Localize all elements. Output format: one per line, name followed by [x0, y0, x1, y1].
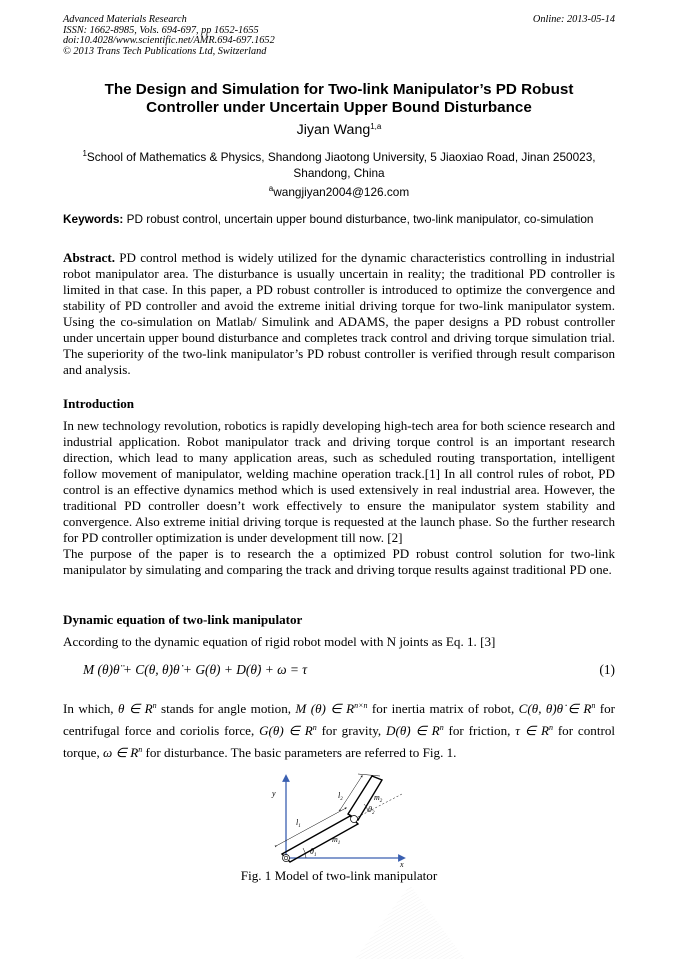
explanation-text: for centrifugal force and coriolis force,	[63, 701, 616, 738]
explanation-text: stands for angle motion,	[156, 701, 296, 716]
explanation-text: for control torque,	[63, 723, 616, 760]
y-axis-label: y	[272, 789, 276, 798]
affiliation-line-2: Shandong, China	[293, 166, 385, 180]
x-axis-label: x	[400, 860, 404, 868]
introduction-paragraph-2: The purpose of the paper is to research the a optimized PD robust control solution for two-link manipulator by simulating and comparing the track and driving torque results against traditional PD one.	[63, 546, 615, 577]
manipulator-diagram	[262, 772, 422, 868]
author	[63, 121, 615, 139]
equation-body: M (θ)θ̈ + C(θ, θ̇)θ̇ + G(θ) + D(θ̇) + ω = τ	[83, 662, 308, 677]
author-superscript: 1,a	[370, 122, 382, 131]
issn-line: ISSN: 1662-8985, Vols. 694-697, pp 1652-1655	[63, 24, 259, 36]
explanation-text: for gravity,	[316, 723, 387, 738]
link-1	[282, 816, 358, 862]
doi-line: doi:10.4028/www.scientific.net/AMR.694-697.1652	[63, 35, 275, 47]
keywords-label: Keywords:	[63, 212, 124, 226]
paper-title	[63, 81, 615, 117]
keywords-text: PD robust control, uncertain upper bound disturbance, two-link manipulator, co-simulation	[126, 212, 594, 226]
journal-name: Advanced Materials Research	[63, 14, 187, 25]
theta2-label: $\theta_2$	[368, 805, 375, 816]
abstract-text: PD control method is widely utilized for the dynamic characteristics controlling in industrial robot manipulator area. The disturbance is usually uncertain in reality; the traditional PD controller is limited in that case. In this paper, a PD robust controller is introduced to optimize the convergence and stability of PD controller and avoid the extreme initial driving torque for two-link manipulator system. Using the co-simulation on Matlab/ Simulink and ADAMS, the paper designs a PD robust controller under uncertain upper bound disturbance and completes track control and driving torque simulation trial. The superiority of the two-link manipulator’s PD robust controller is verified through result comparison and analysis.	[63, 250, 615, 377]
math-friction: D(θ̇) ∈ $R^n$	[386, 723, 444, 738]
introduction-paragraph-1: In new technology revolution, robotics is rapidly developing high-tech area for both science research and industrial application. Robot manipulator track and driving torque control is an important research direction, which lead to many application areas, such as scheduled routing transportation, intelligent follow movement of manipulator, welding machine operation track.[1] In all control rules of robot, PD control is an effective dynamics method which is used extensively in real industrial area. However, the traditional PD controller doesn’t work effectively to ensure the manipulator system stability and convergence. Also extreme initial driving torque is requested at the launch phase. So the further research for PD controller optimization is under development till now. [2]	[63, 418, 615, 545]
m2-label: $m_2$	[374, 793, 383, 804]
dynamic-equation-heading: Dynamic equation of two-link manipulator	[63, 612, 303, 627]
affiliation-line-1: School of Mathematics & Physics, Shandong Jiaotong University, 5 Jiaoxiao Road, Jinan 250023,	[86, 150, 596, 164]
explanation-text: for disturbance. The basic parameters are referred to Fig. 1.	[142, 745, 457, 760]
introduction-heading: Introduction	[63, 396, 135, 411]
math-torque: τ ∈ $R^n$	[515, 723, 553, 738]
author-email	[63, 184, 615, 200]
abstract-label: Abstract.	[63, 250, 115, 265]
equation-number: (1)	[599, 662, 615, 677]
online-date: Online: 2013-05-14	[532, 14, 615, 25]
m1-label: $m_1$	[332, 835, 341, 846]
figure-1-two-link-manipulator	[262, 772, 422, 868]
title-line-1: The Design and Simulation for Two-link Manipulator’s PD Robust	[104, 81, 574, 98]
l1-label: $l_1$	[296, 818, 301, 829]
l2-label: $l_2$	[338, 791, 343, 802]
affiliation-superscript: 1	[82, 149, 87, 158]
journal-header	[63, 15, 275, 57]
affiliation	[60, 149, 618, 181]
theta1-label: $\theta_1$	[310, 847, 317, 858]
copyright-line: © 2013 Trans Tech Publications Ltd, Switzerland	[63, 45, 267, 57]
title-line-2: Controller under Uncertain Upper Bound Disturbance	[146, 99, 532, 116]
equation-1	[83, 661, 615, 679]
base-joint	[283, 855, 290, 862]
email-address[interactable]: wangjiyan2004@126.com	[273, 185, 410, 199]
elbow-joint	[351, 816, 358, 823]
figure-1-caption: Fig. 1 Model of two-link manipulator	[240, 868, 438, 883]
equation-explanation	[63, 698, 615, 764]
math-theta-in-rn: θ ∈ $R^n$	[118, 701, 157, 716]
math-inertia-matrix: M (θ) ∈ $R^{n\times n}$	[295, 701, 368, 716]
math-gravity: G(θ) ∈ $R^n$	[259, 723, 317, 738]
explanation-text: In which,	[63, 701, 118, 716]
abstract	[63, 250, 615, 378]
math-disturbance: ω ∈ $R^n$	[103, 745, 143, 760]
author-name: Jiyan Wang	[296, 122, 371, 138]
email-superscript: a	[268, 184, 274, 193]
keywords	[63, 212, 615, 227]
explanation-text: for friction,	[443, 723, 516, 738]
watermark-triangle	[355, 885, 465, 959]
dynamic-equation-intro: According to the dynamic equation of rigid robot model with N joints as Eq. 1. [3]	[63, 634, 496, 649]
explanation-text: for inertia matrix of robot,	[367, 701, 519, 716]
math-coriolis: C(θ, θ̇)θ̇ ∈ $R^n$	[518, 701, 596, 716]
